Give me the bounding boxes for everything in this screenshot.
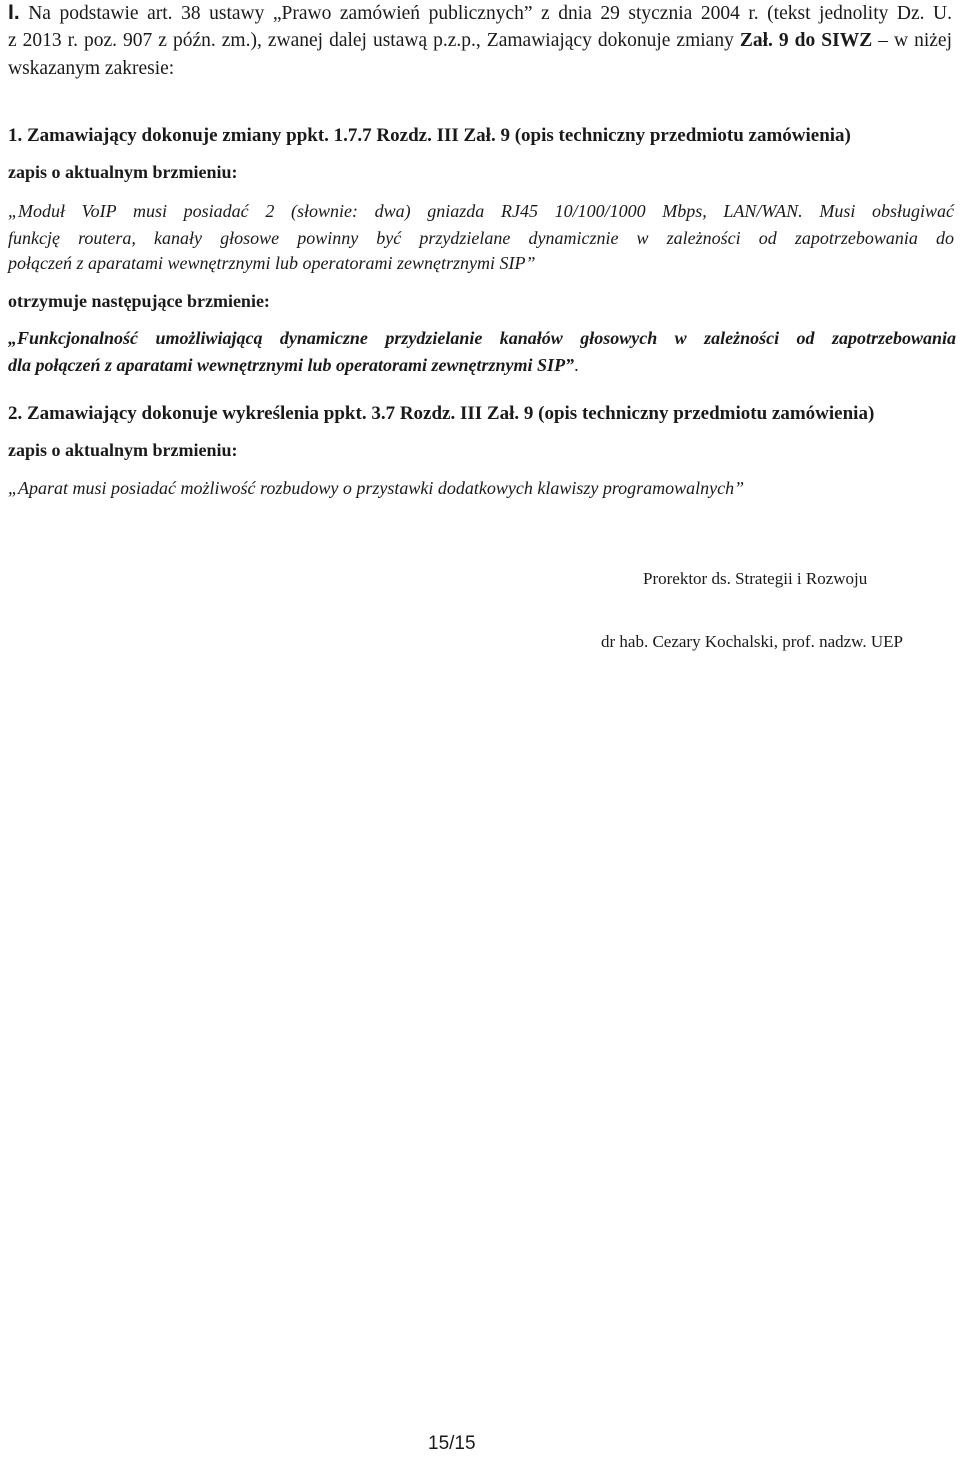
section1-new-line-2 — [8, 353, 579, 377]
intro-text-1: Na podstawie art. 38 ustawy „Prawo zamówień publicznych” z dnia 29 stycznia 2004 r. (tekst jednolity Dz. U. — [28, 3, 953, 24]
intro-text-2: z 2013 r. poz. 907 z późn. zm.), zwanej dalej ustawą p.z.p., Zamawiający dokonuje zmiany — [8, 30, 734, 51]
intro-line-3: wskazanym zakresie: — [8, 58, 175, 79]
section1-new-text-2: dla połączeń z aparatami wewnętrznymi lub operatorami zewnętrznymi SIP” — [8, 355, 575, 375]
section2-heading-rest: 9 (opis techniczny przedmiotu zamówienia) — [523, 403, 875, 424]
page-number: 15/15 — [428, 1433, 476, 1454]
intro-text-2b: – w niżej — [878, 30, 952, 51]
section1-heading-rest: 9 (opis techniczny przedmiotu zamówienia) — [500, 125, 851, 146]
signature-name: dr hab. Cezary Kochalski, prof. nadzw. UEP — [601, 632, 903, 651]
section1-current-text-1: „Moduł VoIP musi posiadać 2 (słownie: dwa) gniazda RJ45 10/100/1000 Mbps, LAN/WAN. Musi obsługiwać — [8, 201, 954, 221]
section1-current-label: zapis o aktualnym brzmieniu: — [8, 162, 238, 182]
signature-title: Prorektor ds. Strategii i Rozwoju — [643, 569, 868, 588]
section2-current-text: „Aparat musi posiadać możliwość rozbudowy o przystawki dodatkowych klawiszy programowalnych” — [8, 478, 745, 498]
section1-heading-bold: 1. Zamawiający dokonuje zmiany ppkt. 1.7.7 Rozdz. III Zał. — [8, 125, 496, 146]
intro-annex-ref: Zał. 9 do SIWZ — [739, 30, 873, 51]
roman-numeral: I. — [8, 1, 20, 24]
section2-current-label: zapis o aktualnym brzmieniu: — [8, 440, 238, 460]
section1-current-line-2 — [8, 226, 954, 250]
section1-new-text-1: „Funkcjonalność umożliwiającą dynamiczne przydzielanie kanałów głosowych w zależności od zapotrzebowania — [8, 328, 956, 348]
intro-line-2 — [8, 28, 952, 54]
section1-current-line-3: połączeń z aparatami wewnętrznymi lub operatorami zewnętrznymi SIP” — [8, 253, 536, 273]
section2-heading-bold: 2. Zamawiający dokonuje wykreślenia ppkt. 3.7 Rozdz. III Zał. — [8, 403, 520, 424]
section1-heading — [8, 123, 851, 149]
section1-new-text-end: . — [574, 355, 579, 375]
section1-current-text-2: funkcję routera, kanały głosowe powinny być przydzielane dynamicznie w zależności od zapotrzebowania do — [8, 228, 954, 248]
section1-new-line-1 — [8, 326, 956, 350]
section1-current-line-1 — [8, 199, 954, 223]
intro-line-1 — [8, 0, 952, 26]
section1-new-label: otrzymuje następujące brzmienie: — [8, 291, 270, 311]
section2-heading — [8, 401, 874, 427]
